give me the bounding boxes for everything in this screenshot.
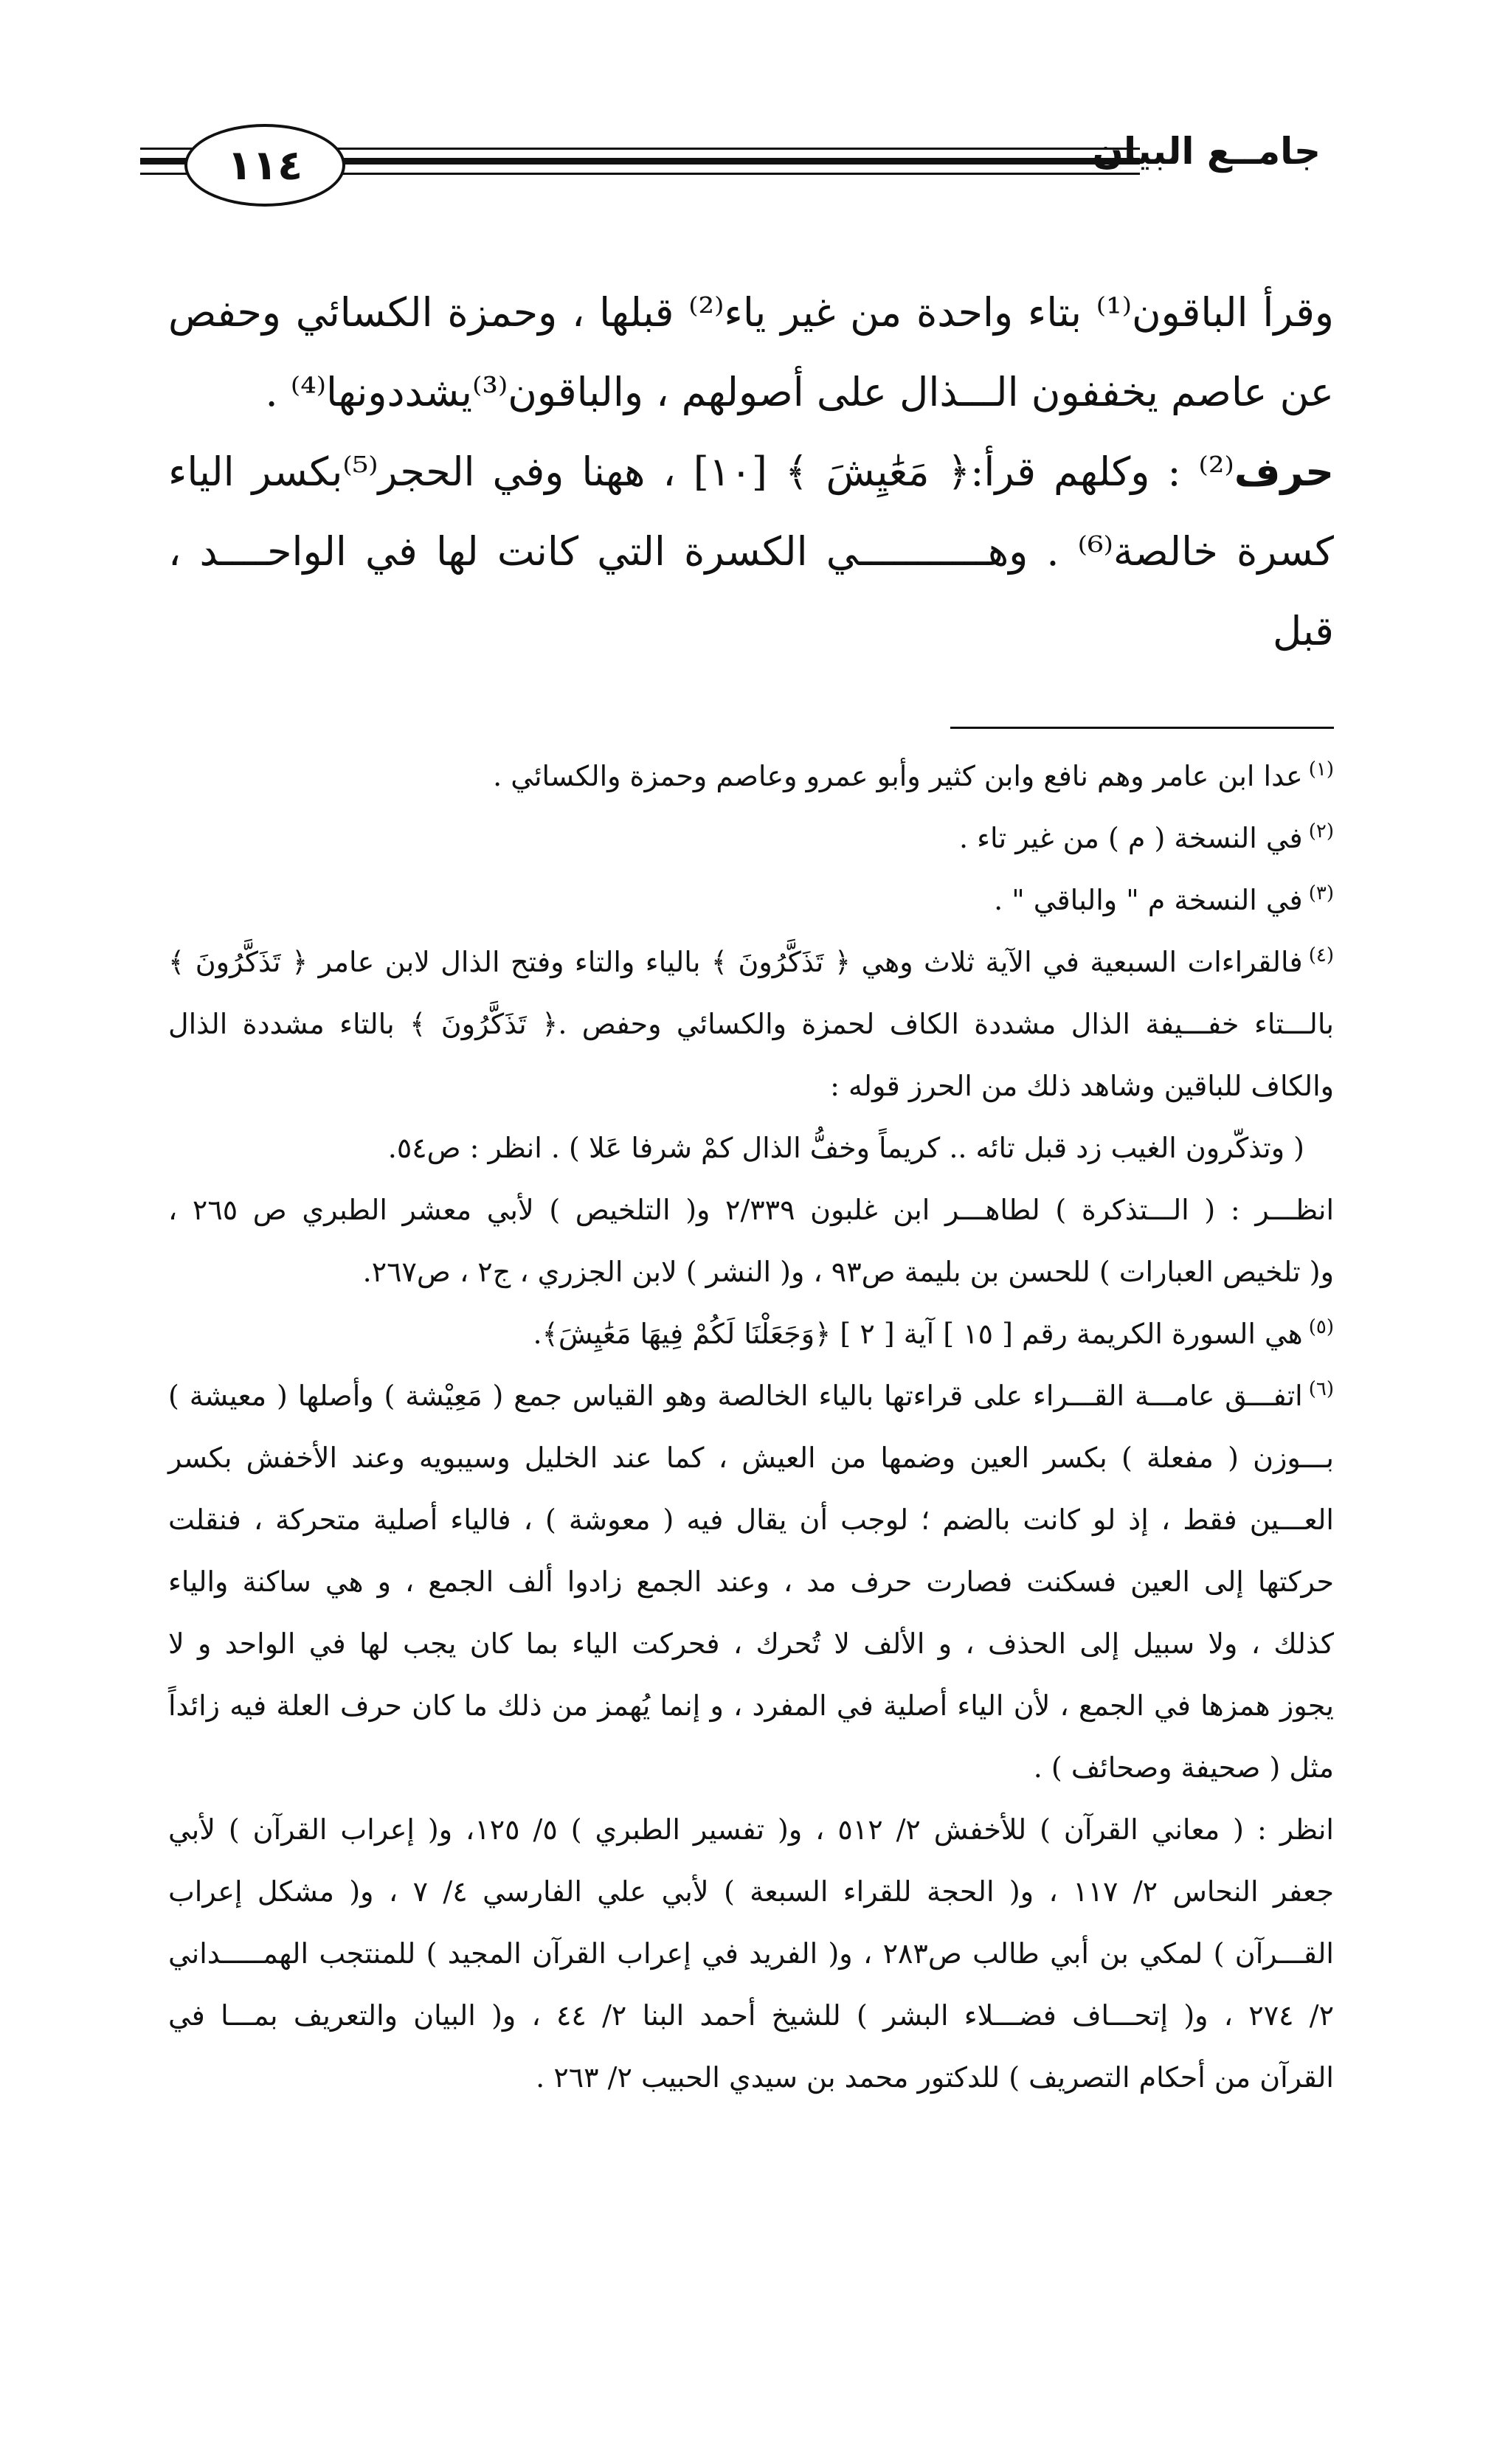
footnote-reference: ٢/ ٢٧٤ ، و( إتحـــاف فضـــلاء البشر ) للشيخ أحمد البنا ٢/ ٤٤ ، و( البيان والتعريف بمـــا في [168,1999,1335,2032]
main-line [168,432,1334,512]
footnote-2 [168,807,1334,869]
footnote-reference: جعفر النحاس ٢/ ١١٧ ، و( الحجة للقراء السبعة ) لأبي علي الفارسي ٤/ ٧ ، و( مشكل إعراب [168,1875,1334,1908]
footnote-text: عدا ابن عامر وهم نافع وابن كثير وأبو عمرو وعاصم وحمزة والكسائي . [493,760,1303,792]
footnote-text: بالـــتاء خفـــيفة الذال مشددة الكاف لحمزة والكسائي وحفص .﴿ تَذَكَّرُونَ ﴾ بالتاء مشددة الذال [168,1008,1334,1040]
main-line: كسرة خالصة⁽⁶⁾ . وهـــــــــــي الكسرة التي كانت لها في الواحــــد ، قبل [168,528,1335,654]
footnote-text: في النسخة ( م ) من غير تاء . [958,822,1303,854]
footnote-verse: ( وتذكّرون الغيب زد قبل تائه .. كريماً وخفُّ الذال كمْ شرفا عَلا ) . انظر : ص٥٤. [387,1132,1304,1164]
footnote-6 [168,1365,1334,2108]
footnote-text: والكاف للباقين وشاهد ذلك من الحرز قوله : [830,1070,1334,1102]
footnote-text: كذلك ، ولا سبيل إلى الحذف ، و الألف لا تُحرك ، فحركت الياء بما كان يجب لها في الواحد و لا [168,1627,1334,1660]
footnote-text: و( تلخيص العبارات ) للحسن بن بليمة ص٩٣ ، و( النشر ) لابن الجزري ، ج٢ ، ص٢٦٧. [362,1256,1334,1288]
footnote-text: فالقراءات السبعية في الآية ثلاث وهي ﴿ تَذَكَّرُونَ ﴾ بالياء والتاء وفتح الذال لابن عامر ﴿ تَذَكَّرُونَ ﴾ [168,946,1303,978]
page-number: ١١٤ [227,141,303,190]
footnote-text: هي السورة الكريمة رقم [ ١٥ ] آية [ ٢ ] ﴿وَجَعَلْنَا لَكُمْ فِيهَا مَعَٰيِشَ﴾. [533,1318,1303,1350]
footnote-number: (٢) [1308,820,1334,843]
footnote-reference: القـــرآن ) لمكي بن أبي طالب ص٢٨٣ ، و( الفريد في إعراب القرآن المجيد ) للمنتجب الهمـــــداني [168,1937,1334,1970]
footnote-3 [168,869,1334,931]
footnote-separator [950,727,1334,729]
page-number-badge [184,124,345,207]
page-header [140,118,1321,214]
footnote-number: (٦) [1308,1378,1334,1401]
footnote-number: (٥) [1308,1316,1334,1339]
footnotes [168,745,1334,2108]
main-line: عن عاصم يخففون الـــذال على أصولهم ، والباقون⁽³⁾يشددونها⁽⁴⁾ . [265,369,1334,415]
main-line-text: ⁽²⁾ : وكلهم قرأ:﴿ مَعَٰيِشَ ﴾ [١٠] ، ههنا وفي الحجر⁽⁵⁾بكسر الياء [168,449,1234,495]
footnote-number: (٤) [1308,944,1334,967]
footnote-text: اتفـــق عامـــة القـــراء على قراءتها بالياء الخالصة وهو القياس جمع ( مَعِيْشة ) وأصلها ( معيشة ) [168,1380,1303,1412]
footnote-text: مثل ( صحيفة وصحائف ) . [1033,1751,1334,1784]
footnote-text: بـــوزن ( مفعلة ) بكسر العين وضمها من العيش ، كما عند الخليل وسيبويه وعند الأخفش بكسر [168,1442,1334,1474]
main-text [168,273,1334,671]
footnote-1 [168,745,1334,807]
footnote-number: (١) [1308,758,1334,781]
running-title: جامــع البيان [1092,130,1321,173]
footnote-reference: انظر : ( معاني القرآن ) للأخفش ٢/ ٥١٢ ، و( تفسير الطبري ) ٥/ ١٢٥، و( إعراب القرآن ) لأبي [168,1813,1334,1846]
footnote-number: (٣) [1308,882,1334,905]
main-line: وقرأ الباقون⁽¹⁾ بتاء واحدة من غير ياء⁽²⁾ قبلها ، وحمزة الكسائي وحفص [168,289,1335,336]
footnote-text: العـــين فقط ، إذ لو كانت بالضم ؛ لوجب أن يقال فيه ( معوشة ) ، فالياء أصلية متحركة ، فنقلت [168,1503,1334,1536]
footnote-text: انظـــر : ( الـــتذكرة ) لطاهـــر ابن غلبون ٢/٣٣٩ و( التلخيص ) لأبي معشر الطبري ص ٢٦٥ ، [168,1194,1335,1226]
footnote-4 [168,931,1334,1303]
footnote-reference: القرآن من أحكام التصريف ) للدكتور محمد بن سيدي الحبيب ٢/ ٢٦٣ . [536,2061,1334,2094]
footnote-text: في النسخة م " والباقي " . [994,884,1303,916]
footnote-text: حركتها إلى العين فسكنت فصارت حرف مد ، وعند الجمع زادوا ألف الجمع ، و هي ساكنة والياء [168,1565,1334,1598]
footnote-5 [168,1303,1334,1365]
footnote-text: يجوز همزها في الجمع ، لأن الياء أصلية في المفرد ، و إنما يُهمز من ذلك ما كان حرف العلة فيه زائداً [168,1689,1334,1722]
bold-heading-word: حرف [1234,449,1334,495]
